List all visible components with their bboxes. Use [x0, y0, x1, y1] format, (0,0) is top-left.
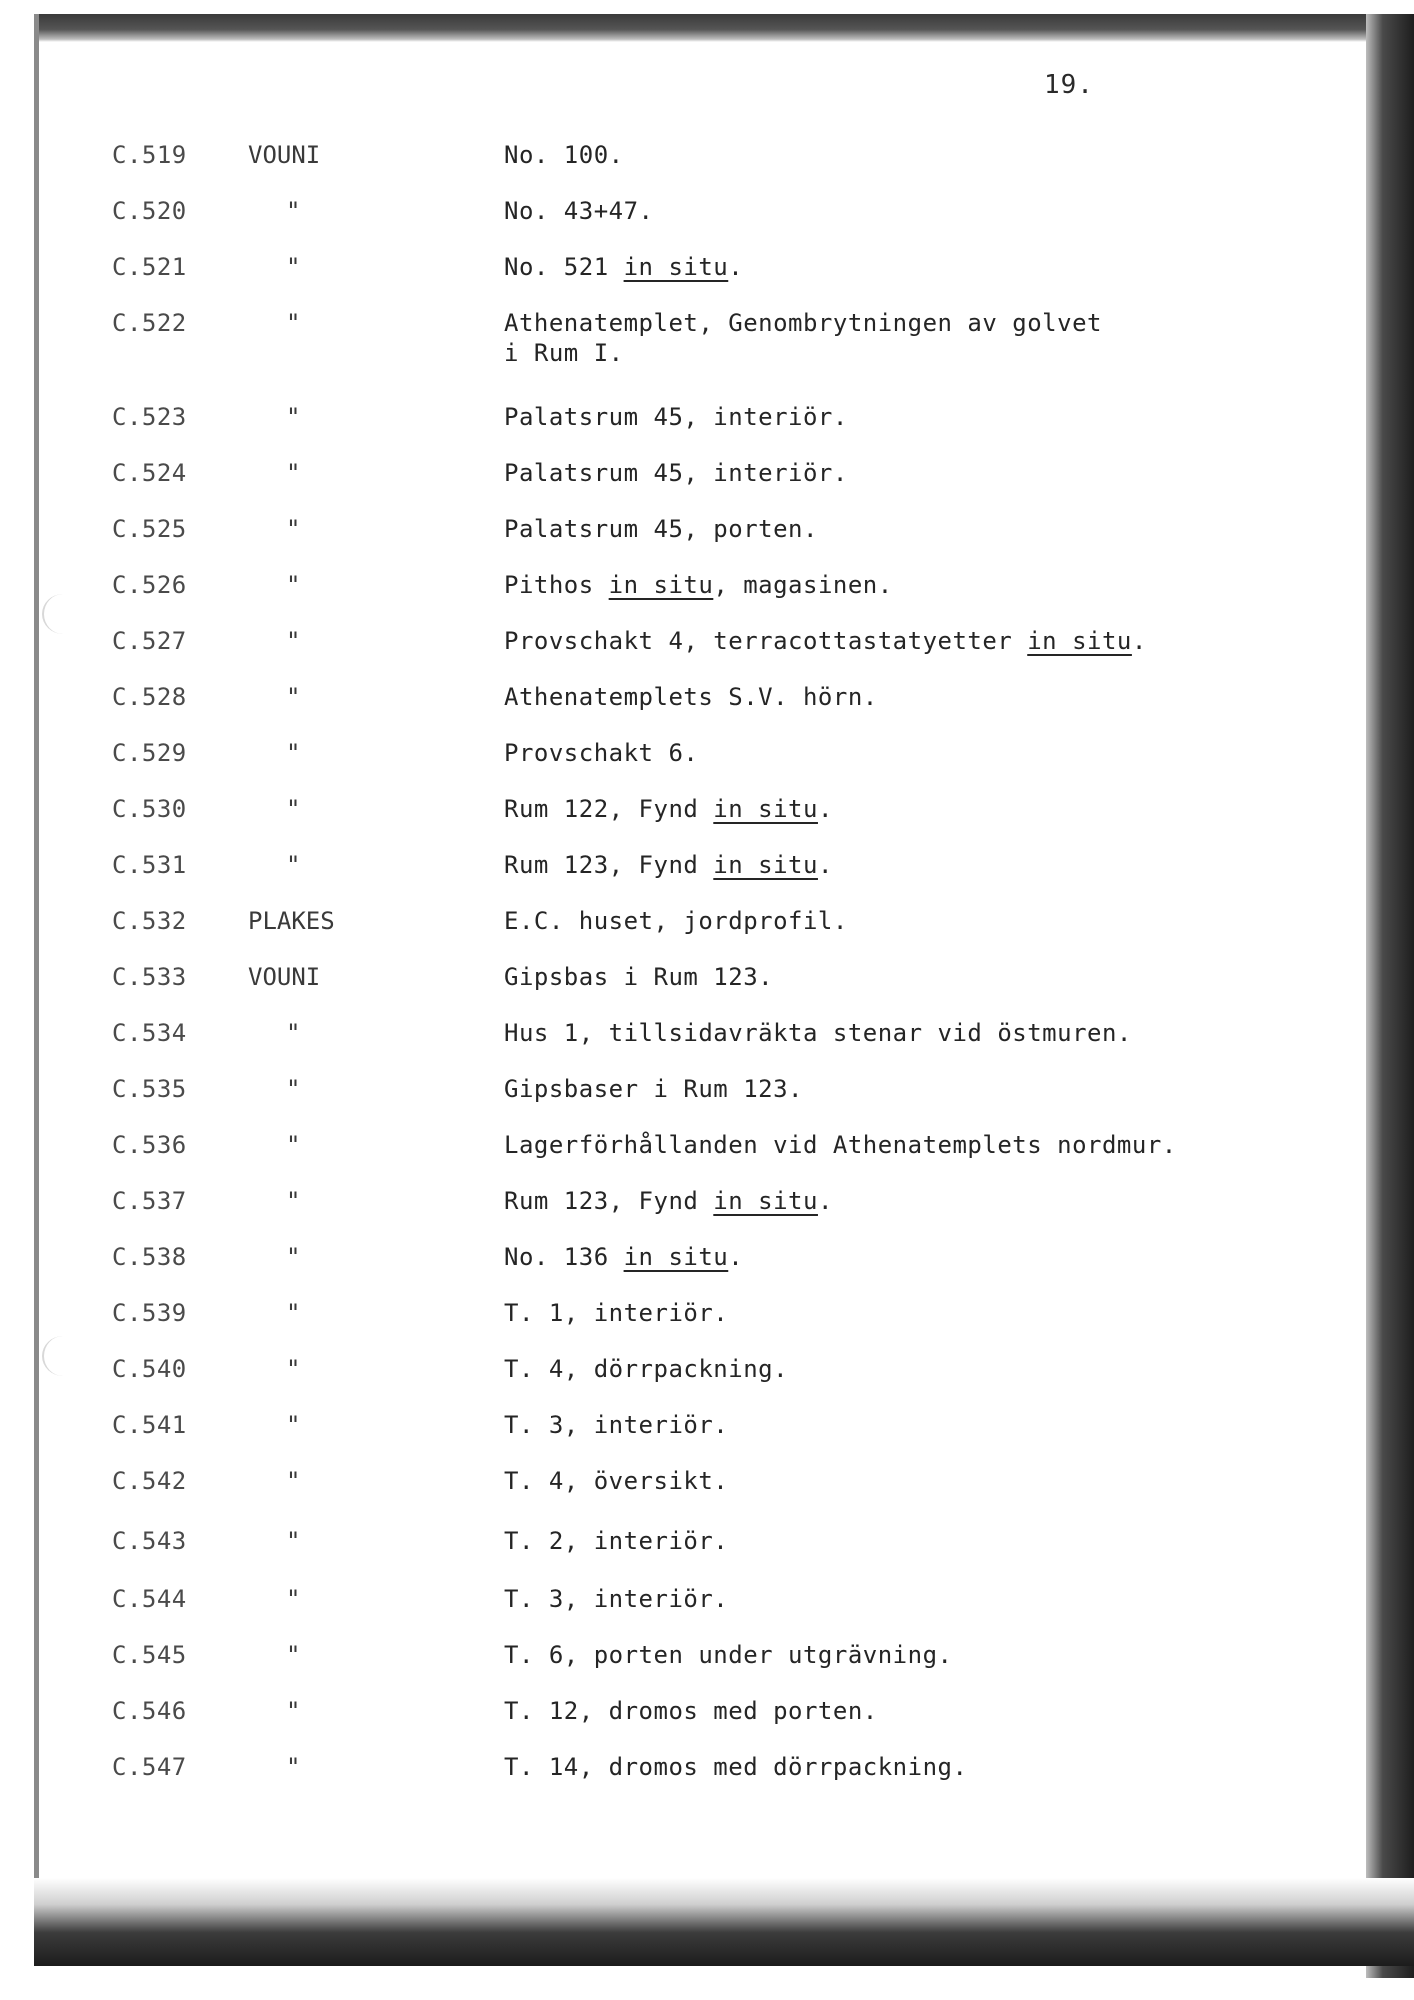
description-text: T. 4, dörrpackning.	[504, 1355, 789, 1383]
entry-number: C.527	[112, 627, 187, 655]
entry-number: C.540	[112, 1355, 187, 1383]
entry-site: "	[286, 1467, 301, 1495]
entry-site: "	[286, 795, 301, 823]
underlined-term: in situ	[713, 851, 818, 879]
entry-site: "	[286, 1753, 301, 1781]
entry-site: PLAKES	[248, 907, 335, 935]
entry-description	[504, 252, 743, 282]
description-text: .	[1131, 627, 1147, 655]
entry-description	[504, 626, 1147, 656]
description-text: Provschakt 6.	[504, 739, 699, 767]
entry-site: "	[286, 739, 301, 767]
entry-number: C.547	[112, 1753, 187, 1781]
description-text: Athenatemplets S.V. hörn.	[504, 683, 878, 711]
entry-number: C.524	[112, 459, 187, 487]
entry-number: C.538	[112, 1243, 187, 1271]
entry-description	[504, 1696, 878, 1726]
entry-number: C.532	[112, 907, 187, 935]
entry-site: "	[286, 1355, 301, 1383]
description-text: Gipsbaser i Rum 123.	[504, 1075, 803, 1103]
entry-site: "	[286, 197, 301, 225]
entry-site: "	[286, 515, 301, 543]
entry-description	[504, 1410, 728, 1440]
description-text: Palatsrum 45, interiör.	[504, 459, 848, 487]
entry-number: C.521	[112, 253, 187, 281]
description-text: T. 14, dromos med dörrpackning.	[504, 1753, 968, 1781]
entry-number: C.525	[112, 515, 187, 543]
description-text: Lagerförhållanden vid Athenatemplets nordmur.	[504, 1131, 1177, 1159]
entry-site: "	[286, 571, 301, 599]
entry-site: "	[286, 1697, 301, 1725]
entry-number: C.520	[112, 197, 187, 225]
entry-number: C.529	[112, 739, 187, 767]
description-continuation: i Rum I.	[504, 339, 624, 367]
entry-number: C.546	[112, 1697, 187, 1725]
entry-description	[504, 1242, 743, 1272]
entry-number: C.523	[112, 403, 187, 431]
entry-site: "	[286, 1019, 301, 1047]
underlined-term: in situ	[623, 253, 729, 281]
entry-description	[504, 738, 698, 768]
description-text: Palatsrum 45, porten.	[504, 515, 818, 543]
entry-description	[504, 906, 848, 936]
entry-number: C.531	[112, 851, 187, 879]
entry-description	[504, 1526, 728, 1556]
entry-description	[504, 1752, 967, 1782]
entry-description	[504, 1584, 728, 1614]
description-text: , magasinen.	[713, 571, 893, 599]
entry-description	[504, 1640, 952, 1670]
entry-site: "	[286, 627, 301, 655]
entry-number: C.526	[112, 571, 187, 599]
description-text: T. 2, interiör.	[504, 1527, 729, 1555]
description-text: T. 4, översikt.	[504, 1467, 729, 1495]
description-text: No. 100.	[504, 141, 624, 169]
entry-description	[504, 196, 654, 226]
entry-number: C.536	[112, 1131, 187, 1159]
description-text: T. 3, interiör.	[504, 1411, 729, 1439]
description-text: Rum 123, Fynd	[504, 1187, 714, 1215]
description-text: Gipsbas i Rum 123.	[504, 963, 774, 991]
description-text: .	[817, 795, 833, 823]
description-text: T. 6, porten under utgrävning.	[504, 1641, 953, 1669]
entry-site: "	[286, 1187, 301, 1215]
entry-number: C.542	[112, 1467, 187, 1495]
description-text: No. 521	[504, 253, 624, 281]
entry-number: C.528	[112, 683, 187, 711]
entry-number: C.530	[112, 795, 187, 823]
entry-description	[504, 570, 893, 600]
entry-site: "	[286, 683, 301, 711]
entry-site: "	[286, 1585, 301, 1613]
entry-description	[504, 1018, 1132, 1048]
description-text: Hus 1, tillsidavräkta stenar vid östmuren.	[504, 1019, 1132, 1047]
entry-site: "	[286, 459, 301, 487]
entry-description	[504, 308, 1102, 368]
underlined-term: in situ	[713, 1187, 818, 1215]
underlined-term: in situ	[623, 1243, 729, 1271]
entry-description	[504, 682, 878, 712]
entry-description	[504, 1074, 803, 1104]
entry-description	[504, 962, 773, 992]
underlined-term: in situ	[1027, 627, 1132, 655]
description-text: Provschakt 4, terracottastatyetter	[504, 627, 1028, 655]
entry-number: C.522	[112, 309, 187, 337]
underlined-term: in situ	[608, 571, 714, 599]
entry-description	[504, 850, 833, 880]
description-text: No. 43+47.	[504, 197, 654, 225]
description-text: T. 3, interiör.	[504, 1585, 729, 1613]
description-text: E.C. huset, jordprofil.	[504, 907, 848, 935]
entry-site: "	[286, 1131, 301, 1159]
description-text: Pithos	[504, 571, 609, 599]
entry-site: VOUNI	[248, 141, 321, 169]
entry-number: C.535	[112, 1075, 187, 1103]
entry-description	[504, 1466, 728, 1496]
entry-description	[504, 1130, 1177, 1160]
entry-number: C.539	[112, 1299, 187, 1327]
description-text: No. 136	[504, 1243, 624, 1271]
entry-site: VOUNI	[248, 963, 321, 991]
underlined-term: in situ	[713, 795, 818, 823]
entry-number: C.533	[112, 963, 187, 991]
description-text: .	[817, 1187, 833, 1215]
entry-number: C.541	[112, 1411, 187, 1439]
entry-number: C.519	[112, 141, 187, 169]
entry-description	[504, 402, 848, 432]
entry-site: "	[286, 1243, 301, 1271]
entry-description	[504, 458, 848, 488]
entry-description	[504, 1186, 833, 1216]
entry-site: "	[286, 1075, 301, 1103]
page-number: 19.	[1044, 70, 1094, 100]
description-text: Rum 122, Fynd	[504, 795, 714, 823]
entry-description	[504, 794, 833, 824]
description-text: Palatsrum 45, interiör.	[504, 403, 848, 431]
entry-description	[504, 140, 624, 170]
entry-number: C.537	[112, 1187, 187, 1215]
entry-number: C.543	[112, 1527, 187, 1555]
entry-description	[504, 514, 818, 544]
entry-number: C.544	[112, 1585, 187, 1613]
entry-site: "	[286, 1299, 301, 1327]
description-text: .	[728, 1243, 744, 1271]
description-text: .	[728, 253, 744, 281]
entry-site: "	[286, 309, 301, 337]
entry-site: "	[286, 253, 301, 281]
entry-description	[504, 1298, 728, 1328]
entry-site: "	[286, 403, 301, 431]
entry-site: "	[286, 1411, 301, 1439]
description-text: .	[817, 851, 833, 879]
entry-site: "	[286, 1527, 301, 1555]
entry-site: "	[286, 1641, 301, 1669]
entry-number: C.534	[112, 1019, 187, 1047]
entry-description	[504, 1354, 788, 1384]
description-text: T. 1, interiör.	[504, 1299, 729, 1327]
entry-number: C.545	[112, 1641, 187, 1669]
description-text: T. 12, dromos med porten.	[504, 1697, 878, 1725]
entry-site: "	[286, 851, 301, 879]
description-text: Athenatemplet, Genombrytningen av golvet	[504, 309, 1102, 337]
description-text: Rum 123, Fynd	[504, 851, 714, 879]
